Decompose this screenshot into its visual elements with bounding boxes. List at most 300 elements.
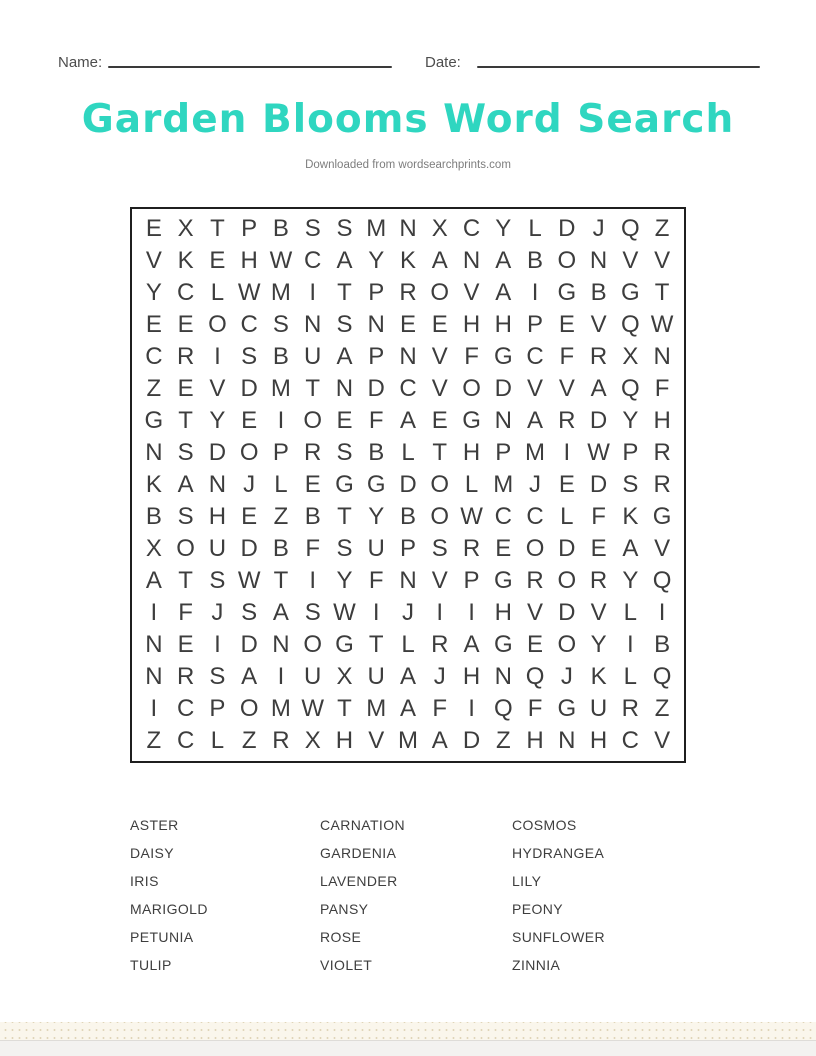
grid-letter: G	[493, 567, 513, 594]
grid-letter: E	[431, 311, 448, 338]
grid-letter: E	[495, 535, 512, 562]
grid-letter: F	[178, 599, 193, 626]
grid-letter: A	[431, 247, 448, 274]
name-blank-line	[108, 66, 392, 68]
grid-letter: O	[557, 631, 577, 658]
grid-letter: Y	[145, 279, 162, 306]
grid-letter: C	[176, 279, 195, 306]
grid-letter: D	[208, 439, 227, 466]
grid-letter: N	[589, 247, 608, 274]
grid-letter: D	[558, 215, 576, 242]
grid-letter: N	[399, 567, 417, 594]
grid-letter: F	[559, 343, 575, 370]
grid-letter: T	[337, 503, 352, 530]
grid-letter: M	[270, 695, 291, 722]
grid-letter: O	[239, 695, 259, 722]
grid-letter: L	[464, 471, 479, 498]
grid-letter: N	[335, 375, 354, 402]
grid-letter: K	[622, 503, 639, 530]
grid-letter: R	[462, 535, 481, 562]
grid-letter: I	[309, 279, 317, 306]
grid-letter: Y	[622, 407, 639, 434]
grid-letter: F	[527, 695, 543, 722]
grid-letter: V	[590, 311, 607, 338]
grid-letter: Z	[146, 375, 162, 402]
grid-letter: J	[560, 663, 573, 690]
grid-letter: I	[468, 599, 475, 626]
grid-letter: R	[621, 695, 640, 722]
grid-letter: J	[243, 471, 256, 498]
grid-letter: H	[462, 439, 481, 466]
word-list-item: COSMOS	[512, 817, 577, 833]
grid-letter: D	[240, 375, 258, 402]
grid-letter: M	[493, 471, 514, 498]
grid-letter: W	[333, 599, 356, 626]
grid-letter: A	[241, 663, 258, 690]
grid-letter: B	[145, 503, 162, 530]
grid-letter: B	[590, 279, 607, 306]
grid-letter: H	[653, 407, 671, 434]
grid-letter: O	[430, 503, 450, 530]
source-attribution: Downloaded from wordsearchprints.com	[305, 159, 511, 171]
grid-letter: N	[558, 727, 576, 754]
grid-letter: T	[368, 631, 384, 658]
grid-letter: V	[590, 599, 607, 626]
grid-letter: Z	[654, 215, 670, 242]
grid-letter: P	[463, 567, 480, 594]
grid-letter: V	[527, 599, 544, 626]
grid-letter: M	[270, 375, 291, 402]
grid-letter: O	[208, 311, 227, 338]
grid-letter: V	[654, 247, 671, 274]
grid-letter: W	[460, 503, 483, 530]
grid-letter: D	[240, 535, 258, 562]
grid-letter: R	[399, 279, 417, 306]
grid-letter: R	[431, 631, 449, 658]
grid-letter: Y	[622, 567, 639, 594]
grid-letter: E	[177, 631, 194, 658]
grid-letter: S	[304, 215, 321, 242]
grid-letter: G	[557, 279, 577, 306]
grid-letter: T	[210, 215, 225, 242]
grid-letter: I	[658, 599, 666, 626]
grid-letter: J	[433, 663, 446, 690]
grid-letter: E	[336, 407, 353, 434]
grid-letter: V	[463, 279, 480, 306]
grid-letter: A	[622, 535, 639, 562]
grid-letter: H	[335, 727, 354, 754]
grid-letter: C	[240, 311, 258, 338]
grid-letter: Q	[621, 215, 640, 242]
grid-letter: Q	[621, 311, 640, 338]
word-list-item: LILY	[512, 873, 542, 889]
grid-letter: G	[557, 695, 577, 722]
grid-letter: H	[462, 663, 481, 690]
grid-letter: S	[241, 343, 258, 370]
grid-letter: F	[654, 375, 670, 402]
grid-letter: R	[653, 471, 671, 498]
grid-letter: Q	[525, 663, 545, 690]
grid-letter: H	[208, 503, 227, 530]
grid-letter: N	[653, 343, 671, 370]
word-list-item: ZINNIA	[512, 957, 561, 973]
grid-letter: H	[494, 599, 512, 626]
grid-letter: L	[623, 599, 638, 626]
grid-letter: G	[652, 503, 672, 530]
grid-letter: W	[650, 311, 674, 338]
grid-letter: V	[145, 247, 162, 274]
word-list-item: DAISY	[130, 845, 175, 861]
grid-letter: C	[526, 503, 544, 530]
grid-letter: L	[623, 663, 638, 690]
grid-letter: P	[622, 439, 639, 466]
grid-letter: G	[621, 279, 640, 306]
grid-letter: R	[653, 439, 671, 466]
grid-letter: S	[272, 311, 289, 338]
grid-letter: L	[528, 215, 542, 242]
grid-letter: S	[209, 663, 226, 690]
grid-letter: X	[622, 343, 639, 370]
grid-letter: M	[366, 695, 387, 722]
grid-letter: M	[397, 727, 418, 754]
word-list-column-2	[320, 811, 405, 979]
grid-letter: A	[495, 279, 512, 306]
grid-letter: N	[494, 407, 512, 434]
grid-letter: S	[177, 439, 194, 466]
grid-letter: F	[591, 503, 606, 530]
grid-letter: H	[494, 311, 512, 338]
grid-letter: Q	[493, 695, 513, 722]
grid-letter: A	[590, 375, 607, 402]
grid-letter: V	[209, 375, 226, 402]
grid-letter: C	[399, 375, 417, 402]
grid-letter: N	[304, 311, 322, 338]
word-list-item: HYDRANGEA	[512, 845, 605, 861]
grid-letter: R	[526, 567, 544, 594]
grid-letter: X	[431, 215, 448, 242]
grid-letter: E	[304, 471, 321, 498]
grid-letter: A	[336, 247, 353, 274]
grid-letter: V	[622, 247, 639, 274]
grid-letter: T	[337, 279, 352, 306]
grid-letter: I	[372, 599, 380, 626]
grid-letter: P	[399, 535, 416, 562]
grid-letter: P	[527, 311, 544, 338]
grid-letter: E	[431, 407, 448, 434]
grid-letter: E	[399, 311, 416, 338]
grid-letter: S	[431, 535, 448, 562]
grid-letter: O	[430, 279, 450, 306]
grid-letter: V	[431, 343, 448, 370]
grid-letter: T	[654, 279, 670, 306]
grid-letter: I	[436, 599, 444, 626]
grid-letter: P	[368, 279, 385, 306]
grid-letter: T	[178, 567, 193, 594]
word-list-item: IRIS	[130, 873, 159, 889]
grid-letter: N	[399, 343, 417, 370]
grid-letter: E	[527, 631, 544, 658]
word-list-item: TULIP	[130, 957, 172, 973]
grid-letter: G	[493, 343, 513, 370]
grid-letter: E	[145, 215, 162, 242]
grid-letter: I	[627, 631, 634, 658]
grid-letter: D	[399, 471, 417, 498]
grid-letter: R	[304, 439, 322, 466]
grid-letter: R	[272, 727, 290, 754]
grid-letter: Y	[590, 631, 607, 658]
grid-letter: W	[301, 695, 325, 722]
grid-letter: U	[367, 535, 385, 562]
grid-letter: P	[241, 215, 258, 242]
grid-letter: D	[558, 599, 576, 626]
grid-letter: L	[401, 439, 415, 466]
grid-letter: H	[462, 311, 481, 338]
grid-letter: B	[272, 215, 289, 242]
grid-letter: S	[241, 599, 258, 626]
grid-letter: G	[462, 407, 481, 434]
word-list-column-1	[130, 811, 208, 979]
grid-letter: B	[654, 631, 671, 658]
grid-letter: R	[176, 663, 195, 690]
grid-letter: X	[336, 663, 353, 690]
grid-letter: M	[270, 279, 291, 306]
word-list-item: ROSE	[320, 929, 362, 945]
grid-letter: C	[145, 343, 163, 370]
grid-letter: Y	[368, 247, 385, 274]
grid-letter: M	[525, 439, 546, 466]
grid-letter: N	[145, 663, 163, 690]
grid-letter: K	[145, 471, 162, 498]
grid-letter: O	[557, 567, 577, 594]
grid-letter: O	[557, 247, 577, 274]
grid-letter: N	[399, 215, 417, 242]
grid-letter: L	[210, 279, 225, 306]
grid-letter: I	[214, 343, 221, 370]
word-list-item: PANSY	[320, 901, 369, 917]
grid-letter: A	[527, 407, 544, 434]
grid-letter: A	[431, 727, 448, 754]
grid-letter: Q	[652, 567, 672, 594]
grid-letter: F	[305, 535, 321, 562]
grid-letter: A	[177, 471, 194, 498]
grid-letter: J	[529, 471, 542, 498]
grid-letter: S	[336, 439, 353, 466]
grid-letter: V	[558, 375, 575, 402]
grid-letter: E	[177, 375, 194, 402]
grid-letter: D	[462, 727, 481, 754]
grid-letter: A	[336, 343, 353, 370]
grid-letter: T	[273, 567, 289, 594]
grid-letter: N	[145, 439, 163, 466]
grid-letter: X	[304, 727, 321, 754]
grid-letter: B	[272, 343, 289, 370]
grid-letter: F	[464, 343, 479, 370]
grid-letter: A	[145, 567, 162, 594]
grid-letter: U	[304, 343, 322, 370]
grid-letter: B	[527, 247, 544, 274]
grid-letter: O	[430, 471, 450, 498]
grid-letter: O	[303, 407, 323, 434]
grid-letter: U	[589, 695, 608, 722]
page-title: Garden Blooms Word Search	[81, 97, 735, 142]
grid-letter: S	[336, 215, 353, 242]
grid-letter: I	[531, 279, 539, 306]
grid-letter: N	[272, 631, 290, 658]
grid-letter: O	[176, 535, 195, 562]
grid-letter: F	[432, 695, 448, 722]
grid-letter: B	[368, 439, 385, 466]
word-list-item: PETUNIA	[130, 929, 194, 945]
grid-letter: U	[304, 663, 322, 690]
grid-letter: P	[495, 439, 512, 466]
name-label: Name:	[58, 54, 103, 71]
grid-letter: Y	[336, 567, 353, 594]
grid-letter: S	[336, 311, 353, 338]
grid-letter: G	[144, 407, 164, 434]
grid-letter: Q	[652, 663, 672, 690]
grid-letter: K	[399, 247, 416, 274]
grid-letter: G	[493, 631, 513, 658]
grid-letter: I	[563, 439, 571, 466]
date-blank-line	[477, 66, 760, 68]
grid-letter: A	[463, 631, 480, 658]
grid-letter: Z	[241, 727, 257, 754]
grid-letter: C	[526, 343, 544, 370]
grid-letter: P	[209, 695, 226, 722]
grid-letter: B	[272, 535, 289, 562]
grid-letter: H	[526, 727, 544, 754]
grid-letter: O	[525, 535, 545, 562]
grid-letter: K	[177, 247, 194, 274]
grid-letter: Z	[654, 695, 670, 722]
grid-letter: V	[431, 375, 448, 402]
grid-letter: E	[241, 407, 258, 434]
grid-letter: L	[210, 727, 225, 754]
grid-letter: N	[494, 663, 512, 690]
grid-letter: A	[399, 407, 416, 434]
word-list-item: MARIGOLD	[130, 901, 208, 917]
grid-letter: K	[590, 663, 607, 690]
grid-letter: H	[240, 247, 258, 274]
grid-letter: W	[237, 279, 261, 306]
grid-letter: J	[401, 599, 414, 626]
word-list-item: ASTER	[130, 817, 179, 833]
grid-letter: N	[145, 631, 163, 658]
grid-letter: V	[368, 727, 385, 754]
grid-letter: C	[621, 727, 640, 754]
grid-letter: N	[208, 471, 227, 498]
grid-letter: Y	[495, 215, 512, 242]
page-edge-band	[0, 1040, 816, 1056]
grid-letter: C	[176, 695, 195, 722]
grid-letter: D	[494, 375, 512, 402]
word-search-grid	[130, 207, 686, 763]
grid-letter: R	[558, 407, 576, 434]
grid-letter: L	[560, 503, 574, 530]
grid-letter: V	[654, 727, 671, 754]
word-list-item: VIOLET	[320, 957, 373, 973]
grid-letter: H	[589, 727, 608, 754]
grid-letter: P	[368, 343, 385, 370]
grid-letter: Z	[273, 503, 289, 530]
grid-letter: W	[269, 247, 293, 274]
grid-letter: C	[176, 727, 195, 754]
grid-letter: Y	[209, 407, 226, 434]
grid-letter: S	[177, 503, 194, 530]
grid-letter: W	[237, 567, 261, 594]
grid-letter: T	[337, 695, 352, 722]
grid-letter: T	[432, 439, 448, 466]
grid-letter: R	[589, 567, 608, 594]
grid-letter: A	[399, 663, 416, 690]
grid-letter: B	[399, 503, 416, 530]
grid-letter: E	[590, 535, 607, 562]
grid-letter: J	[211, 599, 224, 626]
grid-letter: I	[150, 695, 158, 722]
grid-letter: E	[558, 471, 575, 498]
grid-letter: X	[145, 535, 162, 562]
grid-letter: T	[305, 375, 321, 402]
grid-letter: I	[214, 631, 221, 658]
grid-letter: V	[654, 535, 671, 562]
grid-letter: S	[622, 471, 639, 498]
grid-letter: S	[336, 535, 353, 562]
grid-letter: E	[145, 311, 162, 338]
grid-letter: G	[335, 471, 354, 498]
grid-letter: M	[366, 215, 387, 242]
grid-letter: R	[176, 343, 195, 370]
grid-letter: O	[239, 439, 259, 466]
grid-letter: P	[272, 439, 289, 466]
grid-letter: U	[208, 535, 227, 562]
grid-letter: D	[558, 535, 576, 562]
word-list-item: GARDENIA	[320, 845, 397, 861]
grid-letter: D	[240, 631, 258, 658]
grid-letter: X	[177, 215, 194, 242]
grid-letter: I	[150, 599, 158, 626]
grid-letter: I	[277, 407, 285, 434]
word-list-item: CARNATION	[320, 817, 406, 833]
grid-letter: L	[274, 471, 288, 498]
grid-letter: V	[431, 567, 448, 594]
date-label: Date:	[425, 54, 461, 71]
word-list-item: LAVENDER	[320, 873, 398, 889]
grid-letter: Y	[368, 503, 385, 530]
grid-letter: A	[495, 247, 512, 274]
grid-letter: D	[589, 407, 608, 434]
grid-letter: Q	[621, 375, 640, 402]
grid-letter: O	[462, 375, 481, 402]
grid-letter: N	[462, 247, 481, 274]
grid-letter: C	[462, 215, 481, 242]
grid-letter: I	[468, 695, 475, 722]
grid-letter: Z	[495, 727, 511, 754]
grid-letter: A	[399, 695, 416, 722]
grid-letter: D	[367, 375, 385, 402]
word-list-item: SUNFLOWER	[512, 929, 606, 945]
grid-letter: E	[241, 503, 258, 530]
grid-letter: W	[587, 439, 610, 466]
word-list-item: PEONY	[512, 901, 564, 917]
grid-letter: O	[303, 631, 323, 658]
grid-letter: N	[367, 311, 385, 338]
grid-letter: Z	[146, 727, 162, 754]
grid-letter: S	[209, 567, 226, 594]
grid-letter: F	[368, 407, 384, 434]
grid-letter: E	[558, 311, 575, 338]
grid-letter: L	[401, 631, 415, 658]
grid-letter: R	[589, 343, 608, 370]
